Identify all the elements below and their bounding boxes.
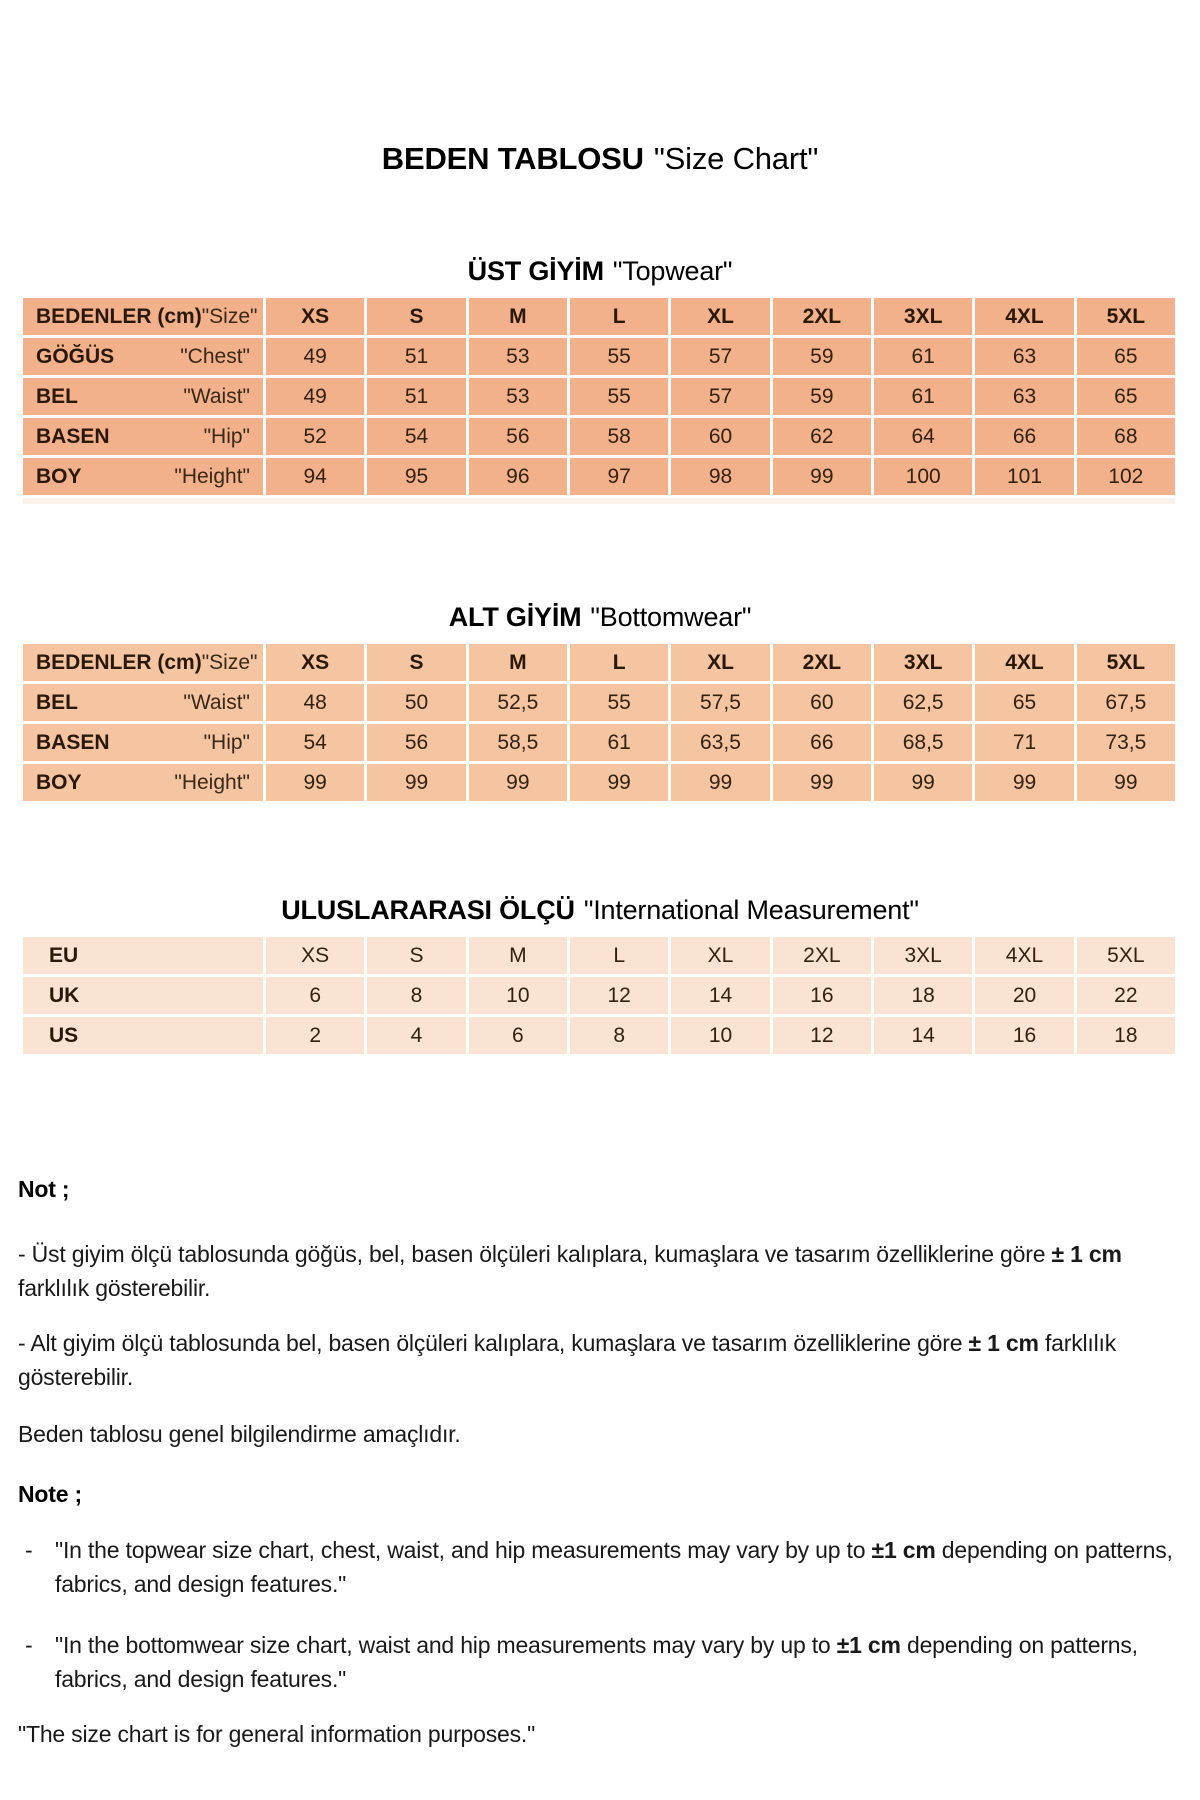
- value-cell: 66: [773, 724, 871, 761]
- value-cell: 12: [570, 977, 668, 1014]
- value-cell: 94: [266, 458, 364, 495]
- note-bullet: [18, 1533, 1188, 1601]
- value-cell: 63: [975, 338, 1073, 375]
- section-heading-international: [0, 893, 1200, 927]
- section-heading-international-tr: ULUSLARARASI ÖLÇÜ: [281, 895, 575, 925]
- note-heading: [18, 1172, 1188, 1206]
- bullet-text: [55, 1533, 1188, 1601]
- size-header-cell: XS: [266, 298, 364, 335]
- value-cell: 10: [671, 1017, 769, 1054]
- row-label-cell: [23, 418, 263, 455]
- value-cell: 61: [570, 724, 668, 761]
- size-header-cell: S: [367, 298, 465, 335]
- row-label-en: "Height": [174, 771, 250, 794]
- text-run: farklılık gösterebilir.: [18, 1275, 211, 1301]
- value-cell: 57: [671, 378, 769, 415]
- note-para: [18, 1326, 1188, 1394]
- table-row: [23, 378, 1175, 415]
- value-cell: 10: [469, 977, 567, 1014]
- value-cell: 68: [1077, 418, 1175, 455]
- row-label-tr: BEDENLER (cm): [36, 651, 202, 674]
- value-cell: 99: [469, 764, 567, 801]
- value-cell: 55: [570, 338, 668, 375]
- value-cell: 96: [469, 458, 567, 495]
- value-cell: 57,5: [671, 684, 769, 721]
- size-header-cell: 2XL: [773, 644, 871, 681]
- value-cell: 99: [773, 764, 871, 801]
- text-run: Note ;: [18, 1481, 82, 1507]
- value-cell: 64: [874, 418, 972, 455]
- value-cell: 63: [975, 378, 1073, 415]
- size-header-cell: XL: [671, 644, 769, 681]
- size-header-cell: 5XL: [1077, 644, 1175, 681]
- row-label-cell: [23, 644, 263, 681]
- value-cell: 48: [266, 684, 364, 721]
- row-label-tr: BASEN: [36, 425, 110, 448]
- size-header-cell: 3XL: [874, 298, 972, 335]
- value-cell: 50: [367, 684, 465, 721]
- section-heading-bottomwear-tr: ALT GİYİM: [448, 602, 582, 632]
- value-cell: 8: [367, 977, 465, 1014]
- value-cell: 68,5: [874, 724, 972, 761]
- bullet-dash: -: [25, 1537, 33, 1563]
- row-label-tr: BASEN: [36, 731, 110, 754]
- value-cell: 51: [367, 338, 465, 375]
- size-header-cell: 4XL: [975, 298, 1073, 335]
- value-cell: M: [469, 937, 567, 974]
- table-row: [23, 1017, 1175, 1054]
- text-run: ±1 cm: [871, 1537, 936, 1563]
- row-label-tr: EU: [49, 944, 79, 967]
- value-cell: 55: [570, 378, 668, 415]
- size-header-cell: S: [367, 644, 465, 681]
- size-header-cell: L: [570, 644, 668, 681]
- size-header-cell: 3XL: [874, 644, 972, 681]
- size-header-cell: L: [570, 298, 668, 335]
- row-label-tr: UK: [49, 984, 80, 1007]
- row-label-tr: BOY: [36, 465, 82, 488]
- value-cell: 100: [874, 458, 972, 495]
- table-row: [23, 977, 1175, 1014]
- text-run: farklılık gösterebilir.: [18, 1330, 1116, 1390]
- section-heading-bottomwear-en: "Bottomwear": [590, 602, 752, 632]
- value-cell: 62: [773, 418, 871, 455]
- value-cell: 49: [266, 378, 364, 415]
- value-cell: 99: [367, 764, 465, 801]
- row-label-cell: [23, 684, 263, 721]
- row-label-tr: US: [49, 1024, 79, 1047]
- value-cell: 16: [773, 977, 871, 1014]
- value-cell: 99: [874, 764, 972, 801]
- text-run: depending on patterns, fabrics, and design features.": [55, 1632, 1138, 1692]
- value-cell: 56: [367, 724, 465, 761]
- note-para: [18, 1717, 1188, 1751]
- value-cell: 99: [570, 764, 668, 801]
- row-label-en: "Chest": [180, 345, 250, 368]
- value-cell: 99: [1077, 764, 1175, 801]
- row-label-en: "Hip": [203, 425, 250, 448]
- value-cell: 97: [570, 458, 668, 495]
- value-cell: 58: [570, 418, 668, 455]
- value-cell: 12: [773, 1017, 871, 1054]
- value-cell: 18: [874, 977, 972, 1014]
- row-label-tr: BOY: [36, 771, 82, 794]
- value-cell: 49: [266, 338, 364, 375]
- value-cell: 99: [266, 764, 364, 801]
- page-title: [0, 0, 1200, 178]
- value-cell: 66: [975, 418, 1073, 455]
- table-row: [23, 684, 1175, 721]
- value-cell: 3XL: [874, 937, 972, 974]
- note-bullet: [18, 1628, 1188, 1696]
- size-header-cell: M: [469, 644, 567, 681]
- size-header-cell: M: [469, 298, 567, 335]
- value-cell: 52: [266, 418, 364, 455]
- value-cell: 8: [570, 1017, 668, 1054]
- value-cell: 2XL: [773, 937, 871, 974]
- note-para: [18, 1417, 1188, 1451]
- notes-section: [18, 1172, 1188, 1751]
- value-cell: XS: [266, 937, 364, 974]
- value-cell: 98: [671, 458, 769, 495]
- table-header-row: [23, 644, 1175, 681]
- topwear-size-table: [23, 298, 1175, 495]
- value-cell: 2: [266, 1017, 364, 1054]
- value-cell: S: [367, 937, 465, 974]
- value-cell: 59: [773, 378, 871, 415]
- table-row: [23, 418, 1175, 455]
- value-cell: 102: [1077, 458, 1175, 495]
- row-label-en: "Hip": [203, 731, 250, 754]
- row-label-cell: [23, 458, 263, 495]
- size-header-cell: 4XL: [975, 644, 1073, 681]
- section-heading-topwear: [0, 254, 1200, 288]
- text-run: ±1 cm: [836, 1632, 901, 1658]
- value-cell: 67,5: [1077, 684, 1175, 721]
- page-title-main: BEDEN TABLOSU: [381, 141, 644, 176]
- value-cell: 99: [975, 764, 1073, 801]
- value-cell: 63,5: [671, 724, 769, 761]
- value-cell: 99: [773, 458, 871, 495]
- bullet-text: [55, 1628, 1188, 1696]
- table-bottom-shadow: [23, 498, 1175, 504]
- row-label-en: "Waist": [183, 385, 250, 408]
- row-label-cell: [23, 378, 263, 415]
- value-cell: 51: [367, 378, 465, 415]
- row-label-en: "Size": [201, 305, 258, 328]
- size-header-cell: 2XL: [773, 298, 871, 335]
- table-row: [23, 937, 1175, 974]
- value-cell: 53: [469, 378, 567, 415]
- value-cell: 65: [975, 684, 1073, 721]
- size-header-cell: 5XL: [1077, 298, 1175, 335]
- note-para: [18, 1237, 1188, 1305]
- value-cell: 52,5: [469, 684, 567, 721]
- section-heading-bottomwear: [0, 600, 1200, 634]
- text-run: "In the topwear size chart, chest, waist, and hip measurements may vary by up to: [55, 1537, 872, 1563]
- value-cell: 57: [671, 338, 769, 375]
- value-cell: 71: [975, 724, 1073, 761]
- table-row: [23, 724, 1175, 761]
- row-label-tr: GÖĞÜS: [36, 345, 115, 368]
- row-label-cell: [23, 298, 263, 335]
- row-label-cell: [23, 764, 263, 801]
- value-cell: 6: [266, 977, 364, 1014]
- row-label-tr: BEDENLER (cm): [36, 305, 202, 328]
- section-heading-topwear-en: "Topwear": [612, 256, 733, 286]
- value-cell: 53: [469, 338, 567, 375]
- international-size-table: [23, 937, 1175, 1054]
- table-row: [23, 764, 1175, 801]
- value-cell: 62,5: [874, 684, 972, 721]
- value-cell: XL: [671, 937, 769, 974]
- value-cell: 54: [266, 724, 364, 761]
- text-run: - Üst giyim ölçü tablosunda göğüs, bel, basen ölçüleri kalıplara, kumaşlara ve tasarım özelliklerine göre: [18, 1241, 1052, 1267]
- text-run: ± 1 cm: [1051, 1241, 1122, 1267]
- row-label-en: "Waist": [183, 691, 250, 714]
- row-label-cell: [23, 338, 263, 375]
- value-cell: 14: [671, 977, 769, 1014]
- row-label-cell: [23, 977, 263, 1014]
- size-header-cell: XS: [266, 644, 364, 681]
- text-run: "The size chart is for general information purposes.": [18, 1721, 536, 1747]
- note-heading: [18, 1477, 1188, 1511]
- text-run: depending on patterns, fabrics, and design features.": [55, 1537, 1173, 1597]
- size-header-cell: XL: [671, 298, 769, 335]
- row-label-tr: BEL: [36, 385, 78, 408]
- value-cell: 65: [1077, 338, 1175, 375]
- value-cell: 58,5: [469, 724, 567, 761]
- page-title-sub: "Size Chart": [653, 141, 819, 176]
- text-run: "In the bottomwear size chart, waist and hip measurements may vary by up to: [55, 1632, 837, 1658]
- value-cell: 60: [773, 684, 871, 721]
- value-cell: 56: [469, 418, 567, 455]
- section-heading-international-en: "International Measurement": [583, 895, 919, 925]
- value-cell: 61: [874, 378, 972, 415]
- value-cell: 16: [975, 1017, 1073, 1054]
- value-cell: 61: [874, 338, 972, 375]
- value-cell: 99: [671, 764, 769, 801]
- value-cell: 20: [975, 977, 1073, 1014]
- row-label-cell: [23, 1017, 263, 1054]
- value-cell: L: [570, 937, 668, 974]
- text-run: ± 1 cm: [968, 1330, 1039, 1356]
- table-row: [23, 458, 1175, 495]
- row-label-cell: [23, 724, 263, 761]
- value-cell: 18: [1077, 1017, 1175, 1054]
- value-cell: 6: [469, 1017, 567, 1054]
- row-label-en: "Height": [174, 465, 250, 488]
- table-header-row: [23, 298, 1175, 335]
- text-run: - Alt giyim ölçü tablosunda bel, basen ölçüleri kalıplara, kumaşlara ve tasarım özelliklerine göre: [18, 1330, 969, 1356]
- value-cell: 95: [367, 458, 465, 495]
- value-cell: 54: [367, 418, 465, 455]
- value-cell: 5XL: [1077, 937, 1175, 974]
- value-cell: 101: [975, 458, 1073, 495]
- row-label-tr: BEL: [36, 691, 78, 714]
- value-cell: 22: [1077, 977, 1175, 1014]
- value-cell: 59: [773, 338, 871, 375]
- bottomwear-size-table: [23, 644, 1175, 801]
- bullet-dash: -: [25, 1632, 33, 1658]
- text-run: Not ;: [18, 1176, 70, 1202]
- value-cell: 4: [367, 1017, 465, 1054]
- section-heading-topwear-tr: ÜST GİYİM: [467, 256, 604, 286]
- value-cell: 4XL: [975, 937, 1073, 974]
- value-cell: 73,5: [1077, 724, 1175, 761]
- value-cell: 60: [671, 418, 769, 455]
- row-label-en: "Size": [201, 651, 258, 674]
- value-cell: 55: [570, 684, 668, 721]
- value-cell: 14: [874, 1017, 972, 1054]
- text-run: Beden tablosu genel bilgilendirme amaçlıdır.: [18, 1421, 461, 1447]
- value-cell: 65: [1077, 378, 1175, 415]
- row-label-cell: [23, 937, 263, 974]
- table-row: [23, 338, 1175, 375]
